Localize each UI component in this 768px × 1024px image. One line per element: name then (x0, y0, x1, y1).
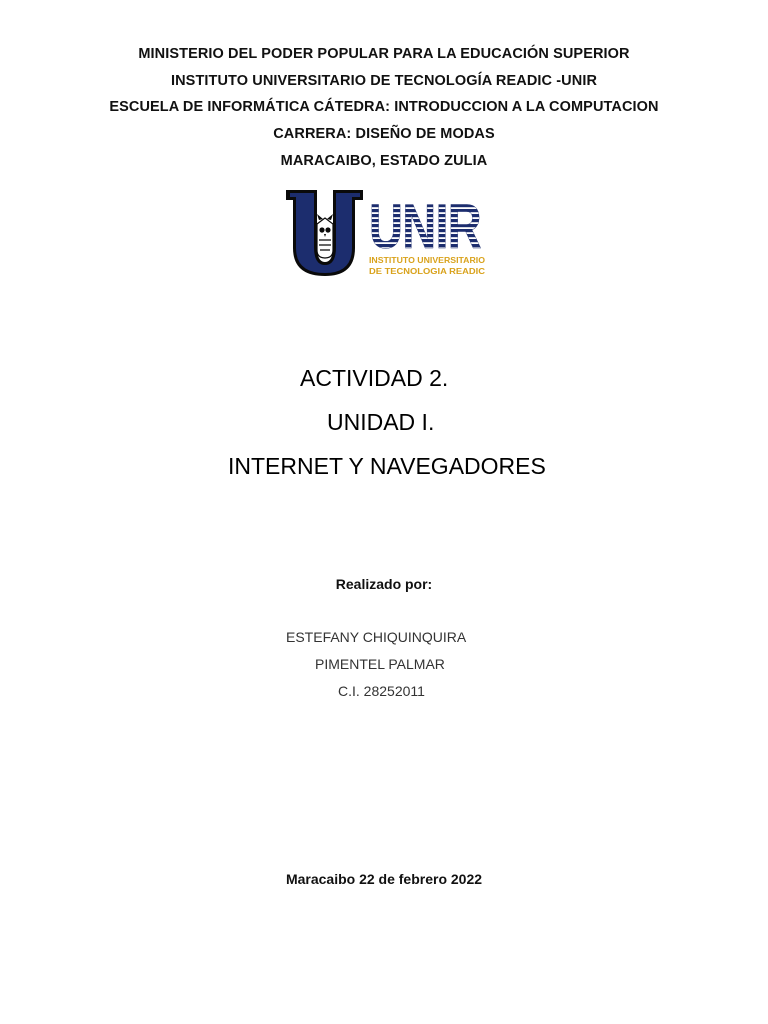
title-topic: INTERNET Y NAVEGADORES (228, 453, 546, 479)
u-emblem-icon (286, 190, 363, 276)
author-name-1: ESTEFANY CHIQUINQUIRA (286, 629, 467, 645)
header-institute: INSTITUTO UNIVERSITARIO DE TECNOLOGÍA READIC -UNIR (170, 73, 598, 89)
title-activity: ACTIVIDAD 2. (300, 365, 449, 391)
author-id: C.I. 28252011 (338, 683, 425, 699)
title-unit: UNIDAD I. (327, 409, 435, 435)
header-career: CARRERA: DISEÑO DE MODAS (273, 126, 495, 142)
header-school: ESCUELA DE INFORMÁTICA CÁTEDRA: INTRODUCCION A LA COMPUTACION (109, 99, 659, 115)
svg-text:UNIR: UNIR (369, 192, 482, 262)
author-name-2: PIMENTEL PALMAR (315, 656, 445, 672)
footer-date: Maracaibo 22 de febrero 2022 (285, 871, 483, 887)
logo-tagline-1: INSTITUTO UNIVERSITARIO (369, 255, 486, 265)
header-ministry: MINISTERIO DEL PODER POPULAR PARA LA EDUCACIÓN SUPERIOR (138, 46, 630, 62)
author-label: Realizado por: (335, 576, 433, 592)
logo-tagline-2: DE TECNOLOGIA READIC (369, 266, 485, 276)
unir-wordmark-icon (369, 192, 481, 262)
unir-logo (283, 184, 489, 280)
header-city: MARACAIBO, ESTADO ZULIA (280, 153, 488, 169)
